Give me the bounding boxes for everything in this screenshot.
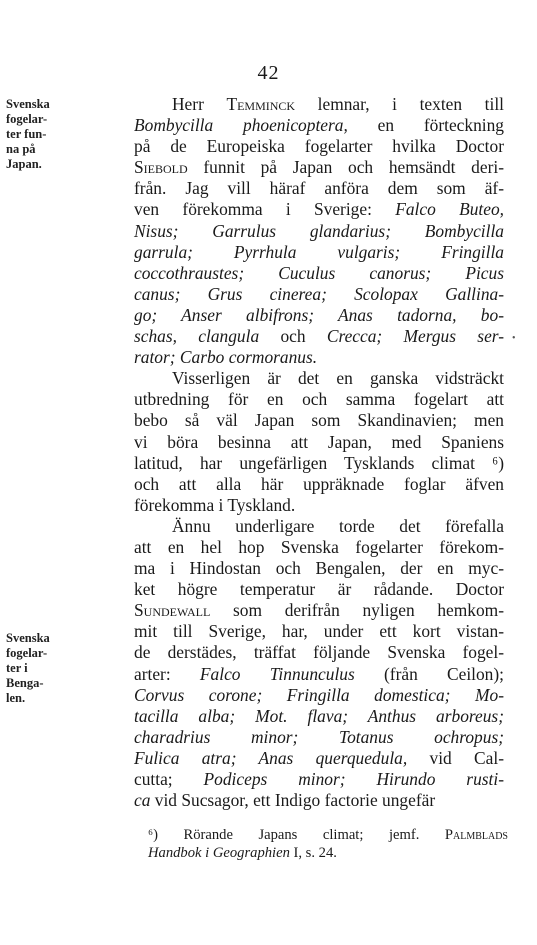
text-run: cutta; <box>134 769 204 789</box>
text-run: förekomma i Tyskland. <box>134 494 296 515</box>
italic-run: Handbok i Geographien <box>148 845 290 861</box>
text-line <box>134 621 504 642</box>
body-text <box>134 94 504 811</box>
text-run: arter: <box>134 663 200 684</box>
text-line <box>134 347 504 368</box>
margin-note-line: len. <box>6 691 26 705</box>
text-line <box>134 136 504 157</box>
italic-run: charadrius minor; Totanus ochropus; <box>134 726 504 747</box>
margin-note-line: na på <box>6 142 36 156</box>
margin-note-line: fogelar- <box>6 646 48 660</box>
text-run: I, s. 24. <box>289 845 337 861</box>
italic-run: Falco Buteo, <box>395 199 505 220</box>
text-line <box>134 115 504 136</box>
italic-run: Nisus; Garrulus glandarius; Bombycilla <box>134 220 504 241</box>
italic-run: canus; Grus cinerea; Scolopax Gallina- <box>134 283 504 304</box>
text-line <box>134 558 504 579</box>
text-line <box>134 453 504 474</box>
italic-run: tacilla alba; Mot. flava; Anthus arboreus; <box>134 705 504 726</box>
text-line <box>134 516 504 537</box>
text-run: funnit på Japan och hemsändt deri- <box>187 157 504 178</box>
text-line <box>134 242 504 263</box>
margin-note-line: ter i <box>6 661 28 675</box>
italic-run: ca <box>134 790 151 811</box>
italic-run: coccothraustes; Cuculus canorus; Picus <box>134 262 504 283</box>
italic-run: go; Anser albifrons; Anas tadorna, bo- <box>134 304 504 325</box>
text-line <box>134 368 504 389</box>
text-line <box>134 579 504 600</box>
text-line <box>134 221 504 242</box>
margin-note-line: Benga- <box>6 676 44 690</box>
italic-run: schas, clangula <box>134 326 260 347</box>
margin-note-line: Japan. <box>6 157 42 171</box>
text-run: att en hel hop Svenska fogelarter förekom- <box>134 536 504 557</box>
text-run: bebo så väl Japan som Skandinavien; men <box>134 410 504 431</box>
text-line <box>134 600 504 621</box>
text-line <box>134 157 504 178</box>
text-line <box>134 94 504 115</box>
text-run: från. Jag vill häraf anföra dem som äf- <box>134 178 504 199</box>
text-line <box>134 685 504 706</box>
text-run: ven förekomma i Sverige: <box>134 199 396 220</box>
text-run: latitud, har ungefärligen Tysklands climat ⁶) <box>134 452 504 473</box>
text-run: och att alla här uppräknade foglar äfven <box>134 473 504 494</box>
italic-run: garrula; Pyrrhula vulgaris; Fringilla <box>134 241 504 262</box>
text-run: vid Cal- <box>407 747 504 768</box>
text-line <box>134 284 504 305</box>
text-run: vid Sucsagor, ett Indigo factorie ungefär <box>150 790 436 811</box>
footnote-line <box>148 844 508 862</box>
page-number: 42 <box>257 62 280 84</box>
text-line <box>134 410 504 431</box>
margin-note-line: Svenska <box>6 97 50 111</box>
text-run: som derifrån nyligen hemkom- <box>210 600 504 621</box>
text-run: Visserligen är det en ganska vidsträckt <box>172 368 504 389</box>
text-line <box>134 474 504 495</box>
text-run: de derstädes, träffat följande Svenska fogel- <box>134 642 504 663</box>
text-run: en förteckning <box>347 115 504 136</box>
text-run: lemnar, i texten till <box>295 94 504 114</box>
text-line <box>134 495 504 516</box>
text-run: Herr <box>172 94 227 114</box>
margin-note-line: ter fun- <box>6 127 47 141</box>
footnote <box>148 826 508 862</box>
text-run: ma i Hindostan och Bengalen, der en myc- <box>134 558 504 579</box>
smallcaps-name: Temminck <box>226 94 296 114</box>
smallcaps-name: Siebold <box>134 157 188 178</box>
margin-dot: • <box>512 333 516 344</box>
text-line <box>134 432 504 453</box>
text-run: (från Ceilon); <box>354 663 504 684</box>
text-line <box>134 769 504 790</box>
italic-run: Fulica atra; Anas querquedula, <box>134 747 408 768</box>
margin-note-bengalen <box>6 631 68 706</box>
italic-run: Falco Tinnunculus <box>199 663 355 684</box>
text-line <box>134 748 504 769</box>
margin-note-line: fogelar- <box>6 112 48 126</box>
text-line <box>134 790 504 811</box>
italic-run: Crecca; Mergus ser- <box>326 326 504 347</box>
text-run: och <box>259 326 327 347</box>
text-line <box>134 642 504 663</box>
italic-run: Corvus corone; Fringilla domestica; Mo- <box>134 684 504 705</box>
smallcaps-name: Palmblads <box>444 827 508 843</box>
text-run: Ännu underligare torde det förefalla <box>172 515 504 536</box>
smallcaps-name: Sundewall <box>134 600 211 621</box>
text-run: vi böra besinna att Japan, med Spaniens <box>134 431 504 452</box>
text-line <box>134 263 504 284</box>
text-line <box>134 537 504 558</box>
text-line <box>134 727 504 748</box>
margin-note-japan <box>6 97 68 172</box>
italic-run: Bombycilla phoenicoptera, <box>134 115 348 136</box>
margin-note-line: Svenska <box>6 631 50 645</box>
text-line <box>134 178 504 199</box>
text-run: utbredning för en och samma fogelart att <box>134 389 504 410</box>
italic-run: Podiceps minor; Hirundo rusti- <box>203 769 504 789</box>
text-run: ket högre temperatur är rådande. Doctor <box>134 579 504 600</box>
text-run: på de Europeiska fogelarter hvilka Doctor <box>134 136 504 157</box>
text-line <box>134 706 504 727</box>
footnote-marker: ⁶) <box>148 827 184 843</box>
text-run: Rörande Japans climat; jemf. <box>183 827 445 843</box>
text-line <box>134 389 504 410</box>
text-line <box>134 305 504 326</box>
text-line <box>134 326 504 347</box>
text-line <box>134 664 504 685</box>
footnote-line <box>148 826 508 844</box>
italic-run: rator; Carbo cormoranus. <box>134 347 318 368</box>
text-run: mit till Sverige, har, under ett kort vistan- <box>134 621 504 642</box>
text-line <box>134 199 504 220</box>
